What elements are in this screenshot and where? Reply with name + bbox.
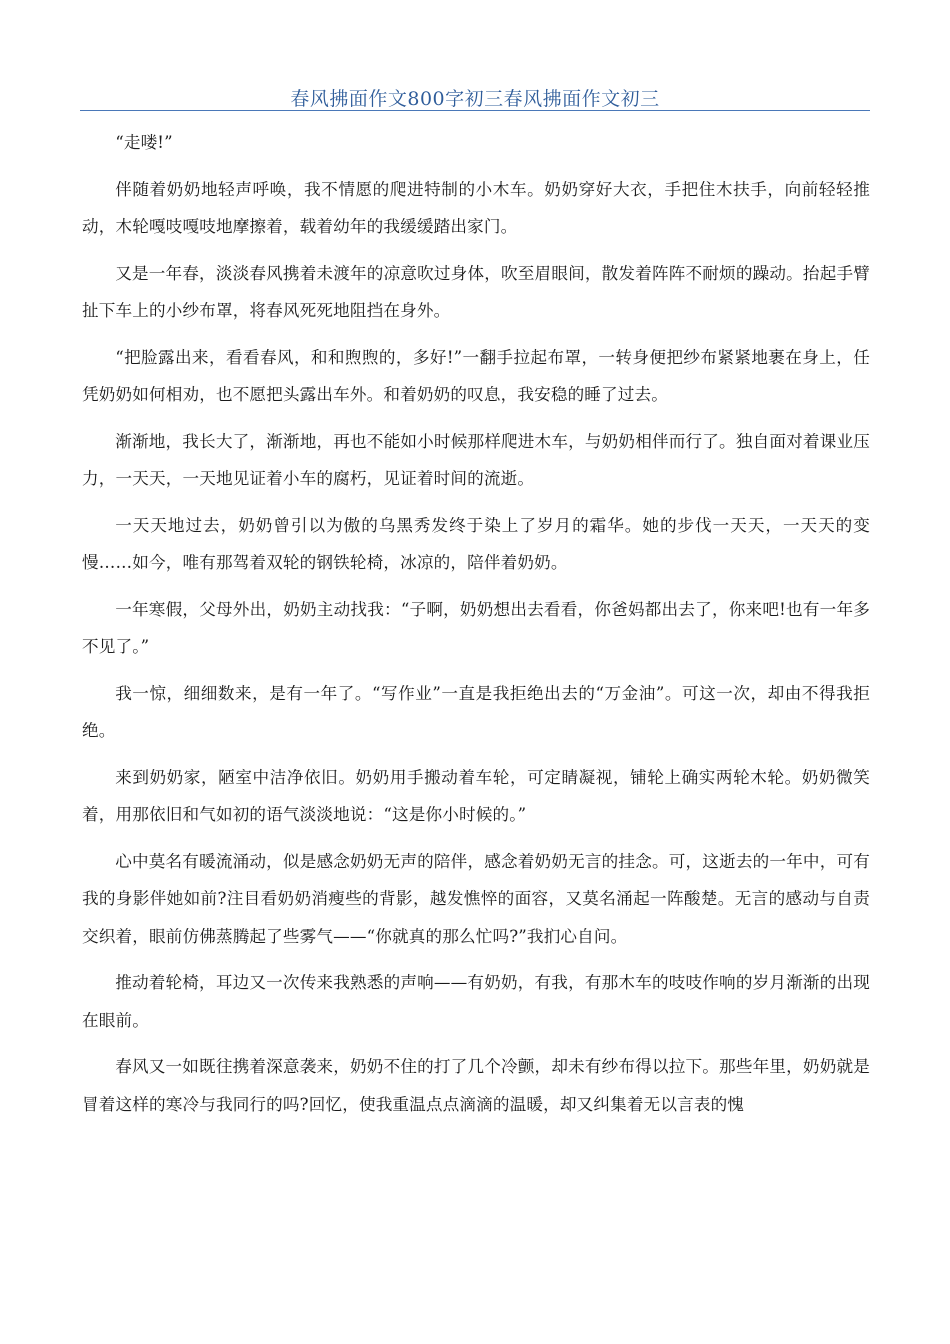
paragraph: 推动着轮椅，耳边又一次传来我熟悉的声响——有奶奶，有我，有那木车的吱吱作响的岁月渐渐的出现在眼前。 (82, 973, 870, 1030)
paragraph: 春风又一如既往携着深意袭来，奶奶不住的打了几个冷颤，却未有纱布得以拉下。那些年里，奶奶就是冒着这样的寒冷与我同行的吗?回忆，使我重温点点滴滴的温暖，却又纠集着无以言表的愧 (82, 1057, 870, 1114)
paragraph: 伴随着奶奶地轻声呼唤，我不情愿的爬进特制的小木车。奶奶穿好大衣，手把住木扶手，向前轻轻推动，木轮嘎吱嘎吱地摩擦着，载着幼年的我缓缓踏出家门。 (82, 179, 870, 236)
paragraph: 一天天地过去，奶奶曾引以为傲的乌黑秀发终于染上了岁月的霜华。她的步伐一天天，一天天的变慢……如今，唯有那驾着双轮的钢铁轮椅，冰凉的，陪伴着奶奶。 (82, 515, 870, 572)
essay-body (82, 124, 870, 1132)
paragraph: 心中莫名有暖流涌动，似是感念奶奶无声的陪伴，感念着奶奶无言的挂念。可，这逝去的一年中，可有我的身影伴她如前?注目看奶奶消瘦些的背影，越发憔悴的面容，又莫名涌起一阵酸楚。无言的感动与自责交织着，眼前仿佛蒸腾起了些雾气——“你就真的那么忙吗?”我扪心自问。 (82, 851, 870, 946)
page-header (80, 80, 870, 111)
paragraph: 渐渐地，我长大了，渐渐地，再也不能如小时候那样爬进木车，与奶奶相伴而行了。独自面对着课业压力，一天天，一天地见证着小车的腐朽，见证着时间的流逝。 (82, 431, 870, 488)
paragraph: “把脸露出来，看看春风，和和煦煦的，多好!”一翻手拉起布罩，一转身便把纱布紧紧地裹在身上，任凭奶奶如何相劝，也不愿把头露出车外。和着奶奶的叹息，我安稳的睡了过去。 (82, 347, 870, 404)
paragraph: 我一惊，细细数来，是有一年了。“写作业”一直是我拒绝出去的“万金油”。可这一次，却由不得我拒绝。 (82, 683, 870, 740)
page-title: 春风拂面作文800字初三春风拂面作文初三 (290, 88, 660, 110)
paragraph: 一年寒假，父母外出，奶奶主动找我：“子啊，奶奶想出去看看，你爸妈都出去了，你来吧!也有一年多不见了。” (82, 599, 870, 656)
paragraph: 来到奶奶家，陋室中洁净依旧。奶奶用手搬动着车轮，可定睛凝视，铺轮上确实两轮木轮。奶奶微笑着，用那依旧和气如初的语气淡淡地说：“这是你小时候的。” (82, 767, 870, 824)
paragraph: 又是一年春，淡淡春风携着未渡年的凉意吹过身体，吹至眉眼间，散发着阵阵不耐烦的躁动。抬起手臂扯下车上的小纱布罩，将春风死死地阻挡在身外。 (82, 263, 870, 320)
paragraph: “走喽!” (115, 133, 173, 152)
